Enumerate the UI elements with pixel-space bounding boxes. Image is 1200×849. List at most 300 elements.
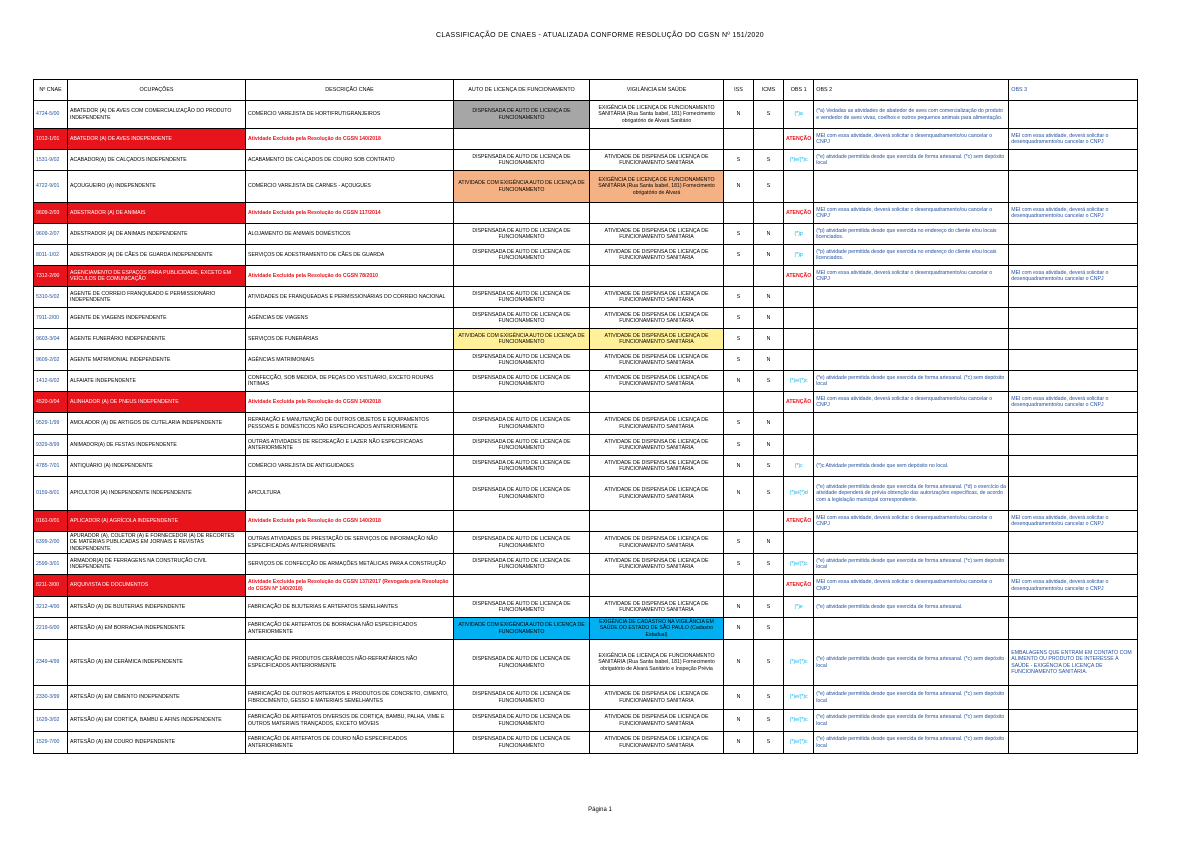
obs3-cell: MEI com essa atividade, deverá solicitar o desenquadramento/ou cancelar o CNPJ (1009, 203, 1138, 224)
ocupacao-cell: AGENTE FUNERÁRIO INDEPENDENTE (68, 329, 246, 350)
obs1-cell (784, 329, 814, 350)
ocupacao-cell: ARTESÃO (A) DE BIJUTERIAS INDEPENDENTE (68, 597, 246, 618)
iss-cell: S (724, 308, 754, 329)
vigilancia-cell: ATIVIDADE DE DISPENSA DE LICENÇA DE FUNCIONAMENTO SANITÁRIA (590, 371, 724, 392)
cnae-cell: 5310-5/02 (34, 287, 68, 308)
auto-licenca-cell: DISPENSADA DE AUTO DE LICENÇA DE FUNCIONAMENTO (454, 456, 590, 477)
obs3-cell (1009, 710, 1138, 732)
descricao-cell: ACABAMENTO DE CALÇADOS DE COURO SOB CONTRATO (246, 150, 454, 171)
descricao-cell: FABRICAÇÃO DE BIJUTERIAS E ARTEFATOS SEMELHANTES (246, 597, 454, 618)
icms-cell (754, 511, 784, 532)
ocupacao-cell: ADESTRADOR (A) DE ANIMAIS INDEPENDENTE (68, 224, 246, 245)
vigilancia-cell: ATIVIDADE DE DISPENSA DE LICENÇA DE FUNCIONAMENTO SANITÁRIA (590, 435, 724, 456)
iss-cell: N (724, 371, 754, 392)
cnae-cell: 2219-6/00 (34, 618, 68, 640)
obs2-cell: (*a) Vedadas as atividades de abatedor de aves com comercialização do produto e vendedor de aves vivas, coelhos e outros pequenos animais para alimentação. (814, 101, 1009, 129)
descricao-cell: Atividade Excluída pela Resolução do CGSN 140/2018 (246, 511, 454, 532)
table-body (34, 101, 1138, 754)
ocupacao-cell: APLICADOR (A) AGRÍCOLA INDEPENDENTE (68, 511, 246, 532)
descricao-cell: Atividade Excluída pela Resolução do CGSN 137/2017 (Revogada pela Resolução do CGSN Nº 140/2018) (246, 575, 454, 597)
descricao-cell: SERVIÇOS DE FUNERÁRIAS (246, 329, 454, 350)
descricao-cell: OUTRAS ATIVIDADES DE RECREAÇÃO E LAZER NÃO ESPECIFICADAS ANTERIORMENTE (246, 435, 454, 456)
auto-licenca-cell: ATIVIDADE COM EXIGÊNCIA AUTO DE LICENÇA DE FUNCIONAMENTO (454, 171, 590, 203)
descricao-cell: Atividade Excluída pela Resolução do CGSN 140/2018 (246, 392, 454, 413)
ocupacao-cell: ALINHADOR (A) DE PNEUS INDEPENDENTE (68, 392, 246, 413)
vigilancia-cell: ATIVIDADE DE DISPENSA DE LICENÇA DE FUNCIONAMENTO SANITÁRIA (590, 686, 724, 710)
obs1-cell: (*)c (784, 456, 814, 477)
icms-cell: S (754, 686, 784, 710)
icms-cell: N (754, 413, 784, 435)
descricao-cell: SERVIÇOS DE ADESTRAMENTO DE CÃES DE GUARDA (246, 245, 454, 266)
icms-cell (754, 392, 784, 413)
auto-licenca-cell: DISPENSADA DE AUTO DE LICENÇA DE FUNCIONAMENTO (454, 477, 590, 511)
obs1-cell (784, 171, 814, 203)
obs1-cell: (*)e (784, 597, 814, 618)
table-row (34, 203, 1138, 224)
obs2-cell: (*e) atividade permitida desde que exercida de forma artesanal. (*c) sem depósito local (814, 732, 1009, 754)
icms-cell (754, 203, 784, 224)
vigilancia-cell: EXIGÊNCIA DE LICENÇA DE FUNCIONAMENTO SANITÁRIA (Rua Santa Isabel, 181) Fornecimento obrigatório de Alvará Sanitário e Inspeção Prévia (590, 640, 724, 686)
icms-cell: S (754, 456, 784, 477)
cnae-cell: 8211-3/00 (34, 575, 68, 597)
table-row (34, 224, 1138, 245)
obs2-cell: (*e) atividade permitida desde que exercida de forma artesanal. (*d) o exercício da atividade dependerá de prévia obtenção das autorizações específicas, de acordo com a legislação municipal correspondente. (814, 477, 1009, 511)
obs1-cell (784, 308, 814, 329)
descricao-cell: CONFECÇÃO, SOB MEDIDA, DE PEÇAS DO VESTUÁRIO, EXCETO ROUPAS ÍNTIMAS (246, 371, 454, 392)
page-number: Página 1 (588, 807, 612, 813)
obs1-cell (784, 287, 814, 308)
obs2-cell: MEI com essa atividade, deverá solicitar o desenquadramento/ou cancelar o CNPJ (814, 511, 1009, 532)
auto-licenca-cell (454, 266, 590, 287)
table-row (34, 554, 1138, 575)
obs1-cell: ATENÇÃO (784, 511, 814, 532)
icms-cell: S (754, 371, 784, 392)
obs3-cell (1009, 171, 1138, 203)
obs1-cell: ATENÇÃO (784, 266, 814, 287)
obs3-cell (1009, 532, 1138, 554)
cnae-cell: 1531-9/02 (34, 150, 68, 171)
table-row (34, 575, 1138, 597)
obs3-cell (1009, 554, 1138, 575)
ocupacao-cell: APURADOR (A), COLETOR (A) E FORNECEDOR (A) DE RECORTES DE MATÉRIAS PUBLICADAS EM JORNAIS E REVISTAS INDEPENDENTE (68, 532, 246, 554)
descricao-cell: AGÊNCIAS DE VIAGENS (246, 308, 454, 329)
obs2-cell: MEI com essa atividade, deverá solicitar o desenquadramento/ou cancelar o CNPJ (814, 203, 1009, 224)
descricao-cell: FABRICAÇÃO DE PRODUTOS CERÂMICOS NÃO-REFRATÁRIOS NÃO ESPECIFICADOS ANTERIORMENTE (246, 640, 454, 686)
icms-cell: N (754, 308, 784, 329)
cnae-cell: 8011-1/02 (34, 245, 68, 266)
auto-licenca-cell: DISPENSADA DE AUTO DE LICENÇA DE FUNCIONAMENTO (454, 597, 590, 618)
table-row (34, 171, 1138, 203)
auto-licenca-cell (454, 575, 590, 597)
obs2-cell: (*p) atividade permitida desde que exercida no endereço do cliente e/ou locais licenciados. (814, 224, 1009, 245)
obs3-cell (1009, 224, 1138, 245)
iss-cell (724, 511, 754, 532)
obs3-cell (1009, 435, 1138, 456)
ocupacao-cell: ARMADOR(A) DE FERRAGENS NA CONSTRUÇÃO CIVIL INDEPENDENTE (68, 554, 246, 575)
ocupacao-cell: AGENTE DE VIAGENS INDEPENDENTE (68, 308, 246, 329)
iss-cell: N (724, 477, 754, 511)
ocupacao-cell: AGENCIAMENTO DE ESPAÇOS PARA PUBLICIDADE, EXCETO EM VEÍCULOS DE COMUNICAÇÃO (68, 266, 246, 287)
obs2-cell: (*e) atividade permitida desde que exercida de forma artesanal. (*c) sem depósito local (814, 710, 1009, 732)
ocupacao-cell: AMOLADOR (A) DE ARTIGOS DE CUTELARIA INDEPENDENTE (68, 413, 246, 435)
icms-cell: N (754, 245, 784, 266)
table-row (34, 686, 1138, 710)
obs3-cell (1009, 287, 1138, 308)
icms-cell: S (754, 150, 784, 171)
obs1-cell: ATENÇÃO (784, 392, 814, 413)
iss-cell: N (724, 686, 754, 710)
obs2-cell (814, 435, 1009, 456)
vigilancia-cell (590, 511, 724, 532)
header-icms: ICMS (754, 80, 784, 101)
vigilancia-cell (590, 575, 724, 597)
auto-licenca-cell (454, 511, 590, 532)
cnae-cell: 4785-7/01 (34, 456, 68, 477)
table-row (34, 129, 1138, 150)
table-row (34, 101, 1138, 129)
auto-licenca-cell: DISPENSADA DE AUTO DE LICENÇA DE FUNCIONAMENTO (454, 287, 590, 308)
obs1-cell (784, 413, 814, 435)
obs3-cell (1009, 101, 1138, 129)
descricao-cell: ALOJAMENTO DE ANIMAIS DOMÉSTICOS (246, 224, 454, 245)
vigilancia-cell: EXIGÊNCIA DE LICENÇA DE FUNCIONAMENTO SANITÁRIA (Rua Santa Isabel, 181) Fornecimento obrigatório de Alvará Sanitário (590, 101, 724, 129)
descricao-cell: FABRICAÇÃO DE ARTEFATOS DE BORRACHA NÃO ESPECIFICADOS ANTERIORMENTE (246, 618, 454, 640)
obs1-cell (784, 350, 814, 371)
ocupacao-cell: AGENTE DE CORREIO FRANQUEADO E PERMISSIONÁRIO INDEPENDENTE (68, 287, 246, 308)
table-row (34, 511, 1138, 532)
iss-cell: N (724, 710, 754, 732)
obs1-cell: (*)e/(*)c (784, 640, 814, 686)
header-obs1: OBS 1 (784, 80, 814, 101)
icms-cell: N (754, 287, 784, 308)
obs2-cell (814, 171, 1009, 203)
auto-licenca-cell: DISPENSADA DE AUTO DE LICENÇA DE FUNCIONAMENTO (454, 371, 590, 392)
obs1-cell: (*)p (784, 224, 814, 245)
ocupacao-cell: ARTESÃO (A) EM CORTIÇA, BAMBU E AFINS INDEPENDENTE (68, 710, 246, 732)
auto-licenca-cell: DISPENSADA DE AUTO DE LICENÇA DE FUNCIONAMENTO (454, 686, 590, 710)
obs1-cell: ATENÇÃO (784, 203, 814, 224)
header-obs2: OBS 2 (814, 80, 1009, 101)
icms-cell: S (754, 101, 784, 129)
iss-cell: N (724, 732, 754, 754)
obs2-cell (814, 350, 1009, 371)
iss-cell: S (724, 350, 754, 371)
iss-cell: S (724, 329, 754, 350)
auto-licenca-cell: DISPENSADA DE AUTO DE LICENÇA DE FUNCIONAMENTO (454, 710, 590, 732)
icms-cell: N (754, 532, 784, 554)
icms-cell: N (754, 329, 784, 350)
vigilancia-cell: ATIVIDADE DE DISPENSA DE LICENÇA DE FUNCIONAMENTO SANITÁRIA (590, 554, 724, 575)
table-row (34, 456, 1138, 477)
auto-licenca-cell: DISPENSADA DE AUTO DE LICENÇA DE FUNCIONAMENTO (454, 224, 590, 245)
auto-licenca-cell: ATIVIDADE COM EXIGÊNCIA AUTO DE LICENÇA DE FUNCIONAMENTO (454, 329, 590, 350)
obs1-cell: (*)e/(*)c (784, 686, 814, 710)
table-row (34, 245, 1138, 266)
vigilancia-cell: EXIGÊNCIA DE LICENÇA DE FUNCIONAMENTO SANITÁRIA (Rua Santa Isabel, 181) Fornecimento obrigatório de Alvará (590, 171, 724, 203)
vigilancia-cell (590, 129, 724, 150)
table-row (34, 150, 1138, 171)
obs2-cell (814, 329, 1009, 350)
obs3-cell (1009, 686, 1138, 710)
obs3-cell (1009, 308, 1138, 329)
obs2-cell (814, 287, 1009, 308)
vigilancia-cell: ATIVIDADE DE DISPENSA DE LICENÇA DE FUNCIONAMENTO SANITÁRIA (590, 710, 724, 732)
obs2-cell: (*e) atividade permitida desde que exercida de forma artesanal. (*c) sem depósito local (814, 640, 1009, 686)
vigilancia-cell: ATIVIDADE DE DISPENSA DE LICENÇA DE FUNCIONAMENTO SANITÁRIA (590, 456, 724, 477)
auto-licenca-cell: DISPENSADA DE AUTO DE LICENÇA DE FUNCIONAMENTO (454, 245, 590, 266)
cnae-cell: 9329-8/99 (34, 435, 68, 456)
header-row (34, 80, 1138, 101)
vigilancia-cell: ATIVIDADE DE DISPENSA DE LICENÇA DE FUNCIONAMENTO SANITÁRIA (590, 413, 724, 435)
auto-licenca-cell: DISPENSADA DE AUTO DE LICENÇA DE FUNCIONAMENTO (454, 101, 590, 129)
obs1-cell: (*)e/(*)c (784, 732, 814, 754)
auto-licenca-cell (454, 392, 590, 413)
obs3-cell (1009, 413, 1138, 435)
cnae-cell: 9609-2/07 (34, 224, 68, 245)
obs1-cell: ATENÇÃO (784, 129, 814, 150)
iss-cell (724, 129, 754, 150)
vigilancia-cell: ATIVIDADE DE DISPENSA DE LICENÇA DE FUNCIONAMENTO SANITÁRIA (590, 224, 724, 245)
descricao-cell: COMÉRCIO VAREJISTA DE ANTIGUIDADES (246, 456, 454, 477)
descricao-cell: AGÊNCIAS MATRIMONIAIS (246, 350, 454, 371)
descricao-cell: Atividade Excluída pela Resolução do CGSN 140/2018 (246, 129, 454, 150)
obs1-cell: (*)e/(*)c (784, 710, 814, 732)
vigilancia-cell (590, 266, 724, 287)
cnae-cell: 7911-2/00 (34, 308, 68, 329)
cnae-cell: 0159-8/01 (34, 477, 68, 511)
header-obs3: OBS 3 (1009, 80, 1138, 101)
cnae-cell: 1629-3/02 (34, 710, 68, 732)
obs1-cell: (*)a (784, 101, 814, 129)
vigilancia-cell (590, 203, 724, 224)
ocupacao-cell: ARTESÃO (A) EM CERÂMICA INDEPENDENTE (68, 640, 246, 686)
icms-cell: N (754, 350, 784, 371)
descricao-cell: Atividade Excluída pela Resolução do CGSN 78/2010 (246, 266, 454, 287)
table-row (34, 266, 1138, 287)
obs2-cell: (*e) atividade permitida desde que exercida de forma artesanal. (*c) sem depósito local (814, 554, 1009, 575)
cnae-cell: 9609-2/02 (34, 350, 68, 371)
iss-cell: N (724, 101, 754, 129)
vigilancia-cell: ATIVIDADE DE DISPENSA DE LICENÇA DE FUNCIONAMENTO SANITÁRIA (590, 732, 724, 754)
obs2-cell (814, 532, 1009, 554)
obs1-cell: (*)e/(*)c (784, 554, 814, 575)
iss-cell: S (724, 150, 754, 171)
obs2-cell: MEI com essa atividade, deverá solicitar o desenquadramento/ou cancelar o CNPJ (814, 266, 1009, 287)
icms-cell (754, 266, 784, 287)
iss-cell (724, 266, 754, 287)
obs1-cell: ATENÇÃO (784, 575, 814, 597)
table-row (34, 287, 1138, 308)
cnae-cell: 4724-5/00 (34, 101, 68, 129)
cnae-cell: 1529-7/00 (34, 732, 68, 754)
icms-cell (754, 575, 784, 597)
cnae-cell: 3212-4/00 (34, 597, 68, 618)
vigilancia-cell: ATIVIDADE DE DISPENSA DE LICENÇA DE FUNCIONAMENTO SANITÁRIA (590, 245, 724, 266)
ocupacao-cell: APICULTOR (A) INDEPENDENTE INDEPENDENTE (68, 477, 246, 511)
vigilancia-cell: ATIVIDADE DE DISPENSA DE LICENÇA DE FUNCIONAMENTO SANITÁRIA (590, 308, 724, 329)
iss-cell: S (724, 245, 754, 266)
table-row (34, 640, 1138, 686)
obs1-cell: (*)e/(*)d (784, 477, 814, 511)
auto-licenca-cell: DISPENSADA DE AUTO DE LICENÇA DE FUNCIONAMENTO (454, 350, 590, 371)
obs2-cell: (*)c Atividade permitida desde que sem depósito no local. (814, 456, 1009, 477)
iss-cell: N (724, 597, 754, 618)
cnae-cell: 9603-3/04 (34, 329, 68, 350)
obs3-cell (1009, 329, 1138, 350)
cnae-cell: 1012-1/01 (34, 129, 68, 150)
header-auto-licenca: AUTO DE LICENÇA DE FUNCIONAMENTO (454, 80, 590, 101)
cnae-cell: 9609-2/03 (34, 203, 68, 224)
auto-licenca-cell: ATIVIDADE COM EXIGÊNCIA AUTO DE LICENÇA DE FUNCIONAMENTO (454, 618, 590, 640)
obs1-cell (784, 618, 814, 640)
iss-cell: S (724, 435, 754, 456)
iss-cell: N (724, 640, 754, 686)
cnae-cell: 4722-9/01 (34, 171, 68, 203)
obs2-cell: MEI com essa atividade, deverá solicitar o desenquadramento/ou cancelar o CNPJ (814, 575, 1009, 597)
vigilancia-cell: ATIVIDADE DE DISPENSA DE LICENÇA DE FUNCIONAMENTO SANITÁRIA (590, 150, 724, 171)
vigilancia-cell: ATIVIDADE DE DISPENSA DE LICENÇA DE FUNCIONAMENTO SANITÁRIA (590, 350, 724, 371)
iss-cell (724, 392, 754, 413)
cnae-table (33, 79, 1138, 754)
table-row (34, 435, 1138, 456)
obs3-cell (1009, 150, 1138, 171)
iss-cell: S (724, 554, 754, 575)
cnae-cell: 7312-2/00 (34, 266, 68, 287)
obs2-cell: (*p) atividade permitida desde que exercida no endereço do cliente e/ou locais licenciados. (814, 245, 1009, 266)
table-row (34, 413, 1138, 435)
obs2-cell: (*e) atividade permitida desde que exercida de forma artesanal. (*c) sem depósito local (814, 150, 1009, 171)
obs2-cell: MEI com essa atividade, deverá solicitar o desenquadramento/ou cancelar o CNPJ (814, 129, 1009, 150)
table-row (34, 350, 1138, 371)
ocupacao-cell: ABATEDOR (A) DE AVES COM COMERCIALIZAÇÃO DO PRODUTO INDEPENDENTE (68, 101, 246, 129)
auto-licenca-cell: DISPENSADA DE AUTO DE LICENÇA DE FUNCIONAMENTO (454, 640, 590, 686)
obs2-cell: MEI com essa atividade, deverá solicitar o desenquadramento/ou cancelar o CNPJ (814, 392, 1009, 413)
icms-cell: S (754, 477, 784, 511)
obs3-cell (1009, 732, 1138, 754)
ocupacao-cell: ARQUIVISTA DE DOCUMENTOS (68, 575, 246, 597)
descricao-cell: APICULTURA (246, 477, 454, 511)
auto-licenca-cell (454, 203, 590, 224)
descricao-cell: ATIVIDADES DE FRANQUEADAS E PERMISSIONÁRIAS DO CORREIO NACIONAL (246, 287, 454, 308)
obs2-cell (814, 413, 1009, 435)
obs2-cell: (*e) atividade permitida desde que exercida de forma artesanal. (*c) sem depósito local (814, 686, 1009, 710)
ocupacao-cell: ARTESÃO (A) EM COURO INDEPENDENTE (68, 732, 246, 754)
table-row (34, 392, 1138, 413)
icms-cell: N (754, 435, 784, 456)
ocupacao-cell: ADESTRADOR (A) DE CÃES DE GUARDA INDEPENDENTE (68, 245, 246, 266)
header-cnae: Nº CNAE (34, 80, 68, 101)
header-vigilancia: VIGILÂNCIA EM SAÚDE (590, 80, 724, 101)
obs3-cell (1009, 371, 1138, 392)
auto-licenca-cell: DISPENSADA DE AUTO DE LICENÇA DE FUNCIONAMENTO (454, 532, 590, 554)
obs3-cell (1009, 477, 1138, 511)
vigilancia-cell: ATIVIDADE DE DISPENSA DE LICENÇA DE FUNCIONAMENTO SANITÁRIA (590, 329, 724, 350)
obs3-cell (1009, 245, 1138, 266)
table-row (34, 308, 1138, 329)
descricao-cell: SERVIÇOS DE CONFECÇÃO DE ARMAÇÕES METÁLICAS PARA A CONSTRUÇÃO (246, 554, 454, 575)
auto-licenca-cell: DISPENSADA DE AUTO DE LICENÇA DE FUNCIONAMENTO (454, 554, 590, 575)
ocupacao-cell: ANTIQUÁRIO (A) INDEPENDENTE (68, 456, 246, 477)
icms-cell: S (754, 554, 784, 575)
iss-cell (724, 575, 754, 597)
obs3-cell: MEI com essa atividade, deverá solicitar o desenquadramento/ou cancelar o CNPJ (1009, 266, 1138, 287)
descricao-cell: FABRICAÇÃO DE OUTROS ARTEFATOS E PRODUTOS DE CONCRETO, CIMENTO, FIBROCIMENTO, GESSO E MATERIAIS SEMELHANTES (246, 686, 454, 710)
icms-cell: N (754, 224, 784, 245)
obs1-cell: (*)e/(*)c (784, 371, 814, 392)
auto-licenca-cell: DISPENSADA DE AUTO DE LICENÇA DE FUNCIONAMENTO (454, 150, 590, 171)
icms-cell: S (754, 732, 784, 754)
ocupacao-cell: ABATEDOR (A) DE AVES INDEPENDENTE (68, 129, 246, 150)
obs1-cell: (*)e/(*)c (784, 150, 814, 171)
obs3-cell (1009, 597, 1138, 618)
obs1-cell: (*)p (784, 245, 814, 266)
obs3-cell: MEI com essa atividade, deverá solicitar o desenquadramento/ou cancelar o CNPJ (1009, 129, 1138, 150)
obs3-cell (1009, 618, 1138, 640)
obs2-cell: (*e) atividade permitida desde que exercida de forma artesanal. (*c) sem depósito local (814, 371, 1009, 392)
vigilancia-cell: ATIVIDADE DE DISPENSA DE LICENÇA DE FUNCIONAMENTO SANITÁRIA (590, 532, 724, 554)
iss-cell: S (724, 413, 754, 435)
cnae-cell: 4520-0/04 (34, 392, 68, 413)
obs2-cell (814, 618, 1009, 640)
iss-cell: N (724, 456, 754, 477)
cnae-cell: 2330-3/99 (34, 686, 68, 710)
table-row (34, 371, 1138, 392)
obs3-cell: MEI com essa atividade, deverá solicitar o desenquadramento/ou cancelar o CNPJ (1009, 511, 1138, 532)
descricao-cell: REPARAÇÃO E MANUTENÇÃO DE OUTROS OBJETOS E EQUIPAMENTOS PESSOAIS E DOMÉSTICOS NÃO ESPECIFICADOS ANTERIORMENTE (246, 413, 454, 435)
icms-cell (754, 129, 784, 150)
ocupacao-cell: ARTESÃO (A) EM CIMENTO INDEPENDENTE (68, 686, 246, 710)
obs3-cell (1009, 350, 1138, 371)
vigilancia-cell (590, 392, 724, 413)
ocupacao-cell: ACABADOR(A) DE CALÇADOS INDEPENDENTE (68, 150, 246, 171)
obs3-cell: MEI com essa atividade, deverá solicitar o desenquadramento/ou cancelar o CNPJ (1009, 392, 1138, 413)
auto-licenca-cell: DISPENSADA DE AUTO DE LICENÇA DE FUNCIONAMENTO (454, 308, 590, 329)
iss-cell: S (724, 532, 754, 554)
iss-cell: S (724, 287, 754, 308)
descricao-cell: COMÉRCIO VAREJISTA DE CARNES - AÇOUGUES (246, 171, 454, 203)
vigilancia-cell: ATIVIDADE DE DISPENSA DE LICENÇA DE FUNCIONAMENTO SANITÁRIA (590, 287, 724, 308)
auto-licenca-cell (454, 129, 590, 150)
obs3-cell: EMBALAGENS QUE ENTRAM EM CONTATO COM ALIMENTO OU PRODUTO DE INTERESSE À SAÚDE - EXIGÊNCIA DE LICENÇA DE FUNCIONAMENTO SANITÁRIA. (1009, 640, 1138, 686)
ocupacao-cell: ADESTRADOR (A) DE ANIMAIS (68, 203, 246, 224)
descricao-cell: OUTRAS ATIVIDADES DE PRESTAÇÃO DE SERVIÇOS DE INFORMAÇÃO NÃO ESPECIFICADAS ANTERIORMENTE (246, 532, 454, 554)
obs1-cell (784, 435, 814, 456)
auto-licenca-cell: DISPENSADA DE AUTO DE LICENÇA DE FUNCIONAMENTO (454, 413, 590, 435)
table-row (34, 477, 1138, 511)
cnae-cell: 6399-2/00 (34, 532, 68, 554)
table-row (34, 710, 1138, 732)
header-descricao: DESCRIÇÃO CNAE (246, 80, 454, 101)
obs3-cell (1009, 456, 1138, 477)
cnae-cell: 9529-1/99 (34, 413, 68, 435)
descricao-cell: Atividade Excluída pela Resolução do CGSN 117/2014 (246, 203, 454, 224)
ocupacao-cell: AGENTE MATRIMONIAL INDEPENDENTE (68, 350, 246, 371)
icms-cell: S (754, 618, 784, 640)
obs1-cell (784, 532, 814, 554)
descricao-cell: FABRICAÇÃO DE ARTEFATOS DIVERSOS DE CORTIÇA, BAMBU, PALHA, VIME E OUTROS MATERIAIS TRANÇADOS, EXCETO MÓVEIS (246, 710, 454, 732)
cnae-cell: 1412-6/02 (34, 371, 68, 392)
header-iss: ISS (724, 80, 754, 101)
obs2-cell: (*e) atividade permitida desde que exercida de forma artesanal. (814, 597, 1009, 618)
cnae-cell: 2599-3/01 (34, 554, 68, 575)
icms-cell: S (754, 640, 784, 686)
table-row (34, 597, 1138, 618)
auto-licenca-cell: DISPENSADA DE AUTO DE LICENÇA DE FUNCIONAMENTO (454, 732, 590, 754)
iss-cell: S (724, 224, 754, 245)
vigilancia-cell: EXIGÊNCIA DE CADASTRO NA VIGILÂNCIA EM SAÚDE DO ESTADO DE SÃO PAULO (Cadastro Estadual) (590, 618, 724, 640)
obs2-cell (814, 308, 1009, 329)
table-row (34, 618, 1138, 640)
